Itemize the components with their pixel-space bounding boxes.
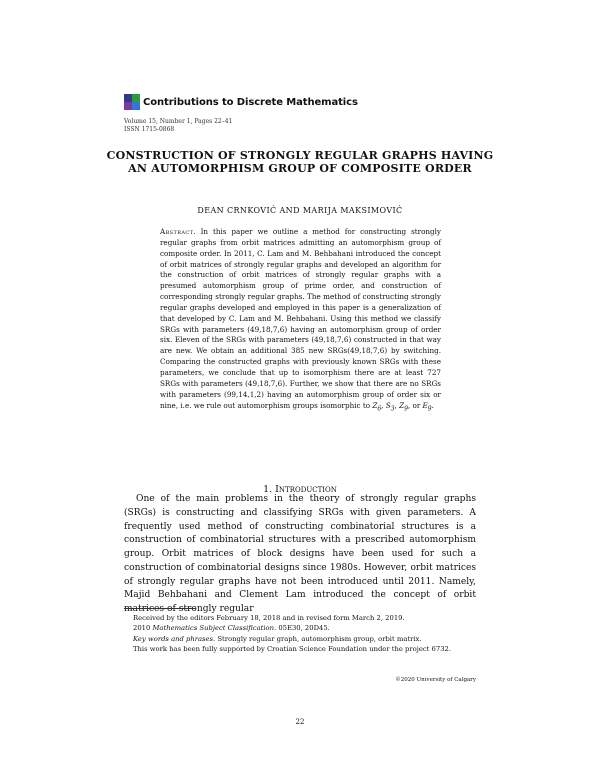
volume-line: Volume 15, Number 1, Pages 22–41 [124, 118, 233, 125]
group-z9: $Z_9$ [399, 400, 408, 412]
footnote-support: This work has been fully supported by Croatian Science Foundation under the project 6732. [133, 644, 452, 653]
logo-square-3 [124, 102, 132, 110]
group-e9: $E_9$ [422, 400, 432, 412]
footnotes [124, 613, 476, 654]
abstract: Abstract. In this paper we outline a method for constructing strongly regular graphs from orbit matrices admitting an automorphism group of composite order. In 2011, C. Lam and M. Behbahani introduced the concept of orbit matrices of strongly regular graphs and developed an algorithm for the construction of orbit matrices of strongly regular graphs with a presumed automorphism group of prime order, and construction of corresponding strongly regular graphs. The method of constructing strongly regular graphs developed and employed in this paper is a generalization of that developed by C. Lam and M. Behbahani. Using this method we classify SRGs with parameters (49,18,7,6) having an automorphism group of order six. Eleven of the SRGs with parameters (49,18,7,6) constructed in that way are new. We obtain an additional 385 new SRGs(49,18,7,6) by switching. Comparing the constructed graphs with previously known SRGs with these parameters, we conclude that up to isomorphism there are at least 727 SRGs with parameters (49,18,7,6). Further, we show that there are no SRGs with parameters (99,14,1,2) having an automorphism group of order six or nine, i.e. we rule out automorphism groups isomorphic to $Z_6$, $S_3$, $Z_9$, or $E_9$. [160, 227, 441, 412]
journal-logo [124, 94, 358, 110]
journal-logo-icon [124, 94, 140, 110]
intro-paragraph: One of the main problems in the theory of strongly regular graphs (SRGs) is constructing and classifying SRGs with given parameters. A frequently used method of constructing combinatorial structures is a construction of combinatorial structures with a prescribed automorphism group. Orbit matrices of block designs have been used for such a construction of combinatorial designs since 1980s. However, orbit matrices of strongly regular graphs have not been introduced until 2011. Namely, Majid Behbahani and Clement Lam introduced the concept of orbit matrices of strongly regular [124, 494, 476, 614]
footnote-received: Received by the editors February 18, 2018 and in revised form March 2, 2019. [133, 614, 405, 622]
journal-volume-info [124, 118, 232, 134]
paper-authors: DEAN CRNKOVIĆ AND MARIJA MAKSIMOVIĆ [197, 206, 403, 215]
page-number: 22 [295, 718, 305, 726]
logo-square-1 [124, 94, 132, 102]
group-z6: $Z_6$ [372, 400, 382, 412]
journal-name: Contributions to Discrete Mathematics [143, 96, 358, 108]
section-title: Introduction [275, 484, 337, 495]
logo-square-4 [132, 102, 140, 110]
section-number: 1. [263, 484, 276, 495]
abstract-text: . In this paper we outline a method for constructing strongly regular graphs from orbit matrices admitting an automorphism group of composite order. In 2011, C. Lam and M. Behbahani introduced the concept of orbit matrices of strongly regular graphs and developed an algorithm for the construction of orbit matrices of strongly regular graphs with a presumed automorphism group of prime order, and construction of corresponding strongly regular graphs. The method of constructing strongly regular graphs developed and employed in this paper is a generalization of that developed by C. Lam and M. Behbahani. Using this method we classify SRGs with parameters (49,18,7,6) having an automorphism group of order six. Eleven of the SRGs with parameters (49,18,7,6) constructed in that way are new. We obtain an additional 385 new SRGs(49,18,7,6) by switching. Comparing the constructed graphs with previously known SRGs with these parameters, we conclude that up to isomorphism there are at least 727 SRGs with parameters (49,18,7,6). Further, we show that there are no SRGs with parameters (99,14,1,2) having an automorphism group of order six or nine, i.e. we rule out automorphism groups isomorphic to [160, 227, 441, 410]
footnote-divider [124, 608, 196, 609]
footnote-keywords: Key words and phrases. Strongly regular graph, automorphism group, orbit matrix. [133, 634, 422, 643]
abstract-label: Abstract [160, 227, 194, 236]
footnote-msc: 2010 Mathematics Subject Classification. 05E30, 20D45. [133, 624, 330, 633]
issn-line: ISSN 1715-0868 [124, 126, 175, 133]
introduction-body [124, 493, 476, 617]
copyright-notice: ©2020 University of Calgary [395, 677, 476, 683]
paper-title: CONSTRUCTION OF STRONGLY REGULAR GRAPHS HAVING AN AUTOMORPHISM GROUP OF COMPOSITE ORDER [106, 149, 494, 175]
logo-square-2 [132, 94, 140, 102]
group-s3: $S_3$ [385, 400, 395, 412]
